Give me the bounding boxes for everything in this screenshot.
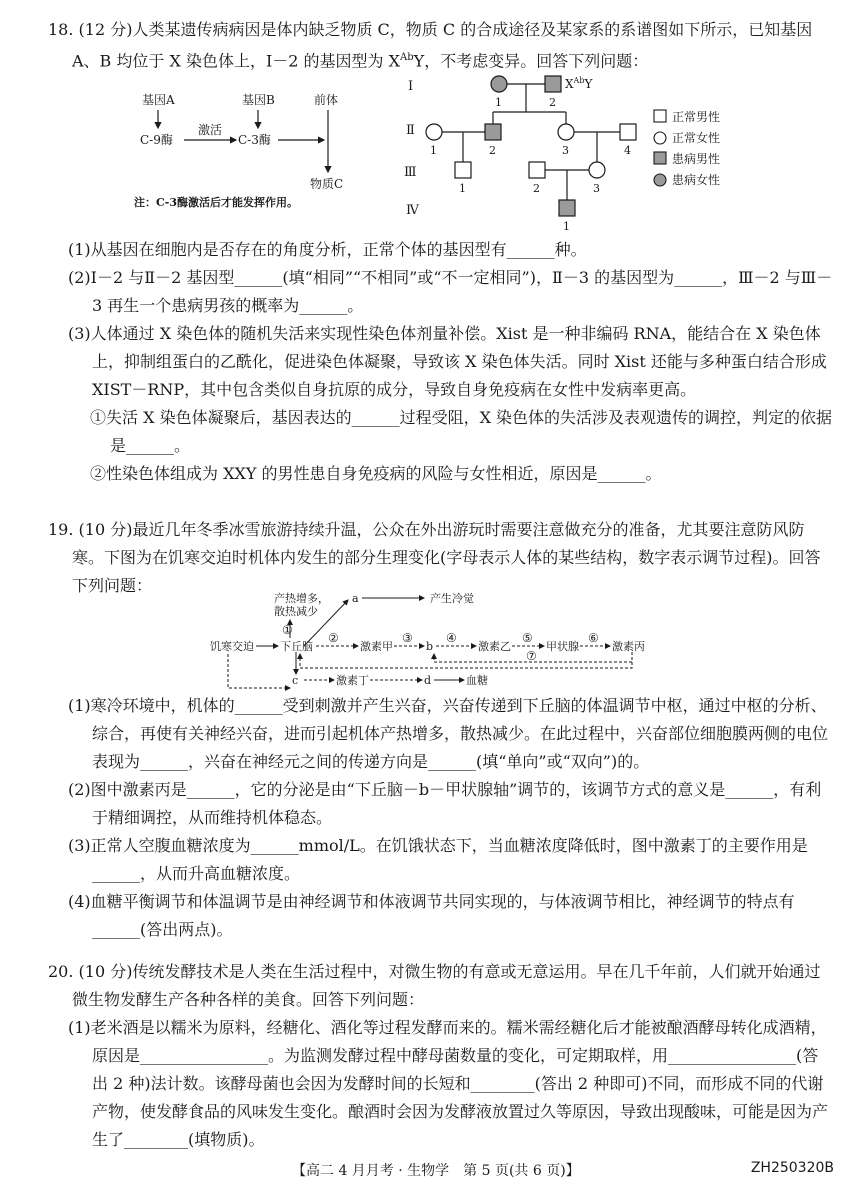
- q18-sub-3: (3)人体通过 X 染色体的随机失活来实现性染色体剂量补偿。Xist 是一种非编码 RNA，能结合在 X 染色体上，抑制组蛋白的乙酰化，促进染色体凝聚，导致该 X 染色体失活。同时 Xist 还能与多种蛋白结合形成 XIST－RNP，其中包含类似自身抗原的成分，导致自身免疫病在女性中发病率更高。: [68, 324, 827, 399]
- q18-stem-text-tail: Y，不考虑变异。回答下列问题：: [413, 51, 649, 71]
- regulation-flow-diagram: [208, 588, 658, 692]
- legend-normal-male-symbol: [654, 110, 666, 122]
- q19-stem-text: 19. (10 分)最近几年冬季冰雪旅游持续升温，公众在外出游玩时需要注意做充分的准备，尤其要注意防风防寒。下图为在饥寒交迫时机体内发生的部分生理变化(字母表示人体的某些结构，数字表示调节过程)。回答下列问题：: [48, 520, 821, 595]
- q19-sub-3: (3)正常人空腹血糖浓度为______mmol/L。在饥饿状态下，当血糖浓度降低时，图中激素丁的主要作用是______，从而升高血糖浓度。: [68, 836, 808, 883]
- process-5: ⑤: [522, 631, 533, 645]
- hormone-d-label: 激素丁: [336, 674, 369, 687]
- q20-stem-text: 20. (10 分)传统发酵技术是人类在生活过程中，对微生物的有意或无意运用。早在几千年前，人们就开始通过微生物发酵生产各种各样的美食。回答下列问题：: [48, 962, 821, 1009]
- legend-normal-female-symbol: [654, 132, 666, 144]
- question-20: [48, 958, 834, 1154]
- process-1: ①: [282, 623, 293, 637]
- pathway-note: 注：C-3酶激活后才能发挥作用。: [134, 196, 298, 209]
- process-6: ⑥: [588, 631, 599, 645]
- iii-2-number: 2: [533, 182, 540, 195]
- generation-iv-label: Ⅳ: [406, 203, 419, 218]
- q18-sub-3-2: ②性染色体组成为 XXY 的男性患自身免疫病的风险与女性相近，原因是______。: [90, 464, 662, 483]
- question-19-subquestions: [48, 692, 834, 944]
- hormone-b-label: 激素乙: [478, 640, 511, 653]
- thyroid-label: 甲状腺: [546, 640, 579, 653]
- process-3: ③: [402, 631, 413, 645]
- hormone-c-label: 激素丙: [612, 640, 645, 653]
- iii-3-normal-female: [589, 162, 605, 178]
- node-a: a: [352, 592, 359, 605]
- node-b: b: [426, 640, 434, 653]
- substance-c-label: 物质C: [310, 177, 344, 191]
- node-d: d: [424, 674, 432, 687]
- blood-glucose-label: 血糖: [466, 674, 488, 687]
- hypothalamus-label: 下丘脑: [280, 640, 313, 653]
- precursor-label: 前体: [314, 93, 339, 107]
- q20-sub-1: (1)老米酒是以糯米为原料，经糖化、酒化等过程发酵而来的。糯米需经糖化后才能被酿酒酵母转化成酒精，原因是________________。为监测发酵过程中酵母菌数量的变化，可定期取样，用________________(答出 2 种)法计数。该酵母菌也会因为发酵时间的长短和________(答出 2 种即可)不同，而形成不同的代谢产物，使发酵食品的风味发生变化。酿酒时会因为发酵液放置过久等原因，导致出现酸味，可能是因为产生了________(填物质)。: [68, 1018, 829, 1149]
- ii-1-number: 1: [430, 144, 437, 157]
- cold-sensation-label: 产生冷觉: [430, 592, 474, 605]
- i-1-affected-female: [491, 76, 507, 92]
- legend-affected-male-symbol: [654, 152, 666, 164]
- pedigree-chart: [398, 66, 838, 236]
- hormone-a-label: 激素甲: [360, 640, 393, 653]
- q18-stem-text: 18. (12 分)人类某遗传病病因是体内缺乏物质 C，物质 C 的合成途径及某家系的系谱图如下所示，已知基因 A、B 均位于 X 染色体上，Ⅰ－2 的基因型为 X: [48, 20, 813, 71]
- footer-page-info: 【高二 4 月月考 · 生物学 第 5 页(共 6 页)】: [292, 1163, 580, 1179]
- ii-2-affected-male: [485, 124, 501, 140]
- process-4: ④: [446, 631, 457, 645]
- ii-2-number: 2: [489, 144, 496, 157]
- heat-increase-label: 产热增多，: [274, 592, 329, 605]
- ii-3-number: 3: [562, 144, 569, 157]
- generation-ii-label: Ⅱ: [406, 123, 415, 138]
- ii-3-normal-female: [558, 124, 574, 140]
- gene-a-label: 基因A: [142, 93, 175, 107]
- ii-4-normal-male: [620, 124, 636, 140]
- q19-sub-1: (1)寒冷环境中，机体的______受到刺激并产生兴奋，兴奋传递到下丘脑的体温调节中枢，通过中枢的分析、综合，再使有关神经兴奋，进而引起机体产热增多，散热减少。在此过程中，兴奋部位细胞膜两侧的电位表现为______，兴奋在神经元之间的传递方向是______(填“单向”或“双向”)的。: [68, 696, 829, 771]
- iii-1-number: 1: [459, 182, 466, 195]
- legend-affected-female: 患病女性: [672, 173, 721, 187]
- generation-iii-label: Ⅲ: [404, 165, 417, 180]
- footer-exam-code: ZH250320B: [750, 1160, 834, 1176]
- activate-label: 激活: [198, 123, 223, 137]
- q19-sub-4: (4)血糖平衡调节和体温调节是由神经调节和体液调节共同实现的，与体液调节相比，神经调节的特点有______(答出两点)。: [68, 892, 795, 939]
- i-2-genotype: $X^{Ab}Y$: [565, 76, 593, 91]
- iii-2-normal-male: [529, 162, 545, 178]
- q18-sub-2: (2)Ⅰ－2 与Ⅱ－2 基因型______(填“相同”“不相同”或“不一定相同”)，Ⅱ－3 的基因型为______，Ⅲ－2 与Ⅲ－3 再生一个患病男孩的概率为______。: [68, 268, 833, 315]
- question-18-subquestions: [48, 236, 834, 488]
- iii-1-normal-male: [455, 162, 471, 178]
- generation-i-label: Ⅰ: [408, 79, 414, 94]
- iv-1-number: 1: [563, 220, 570, 233]
- i-1-number: 1: [495, 96, 502, 109]
- i-2-number: 2: [549, 96, 556, 109]
- q18-genotype-sup: Ab: [400, 52, 414, 63]
- q18-sub-3-1: ①失活 X 染色体凝聚后，基因表达的______过程受阻，X 染色体的失活涉及表观遗传的调控，判定的依据是______。: [90, 408, 833, 455]
- ii-1-normal-female: [426, 124, 442, 140]
- synthesis-pathway-diagram: [128, 76, 378, 226]
- gene-b-label: 基因B: [242, 93, 275, 107]
- process-2: ②: [328, 631, 339, 645]
- c3-enzyme-label: C-3酶: [238, 133, 271, 147]
- legend-normal-female: 正常女性: [672, 131, 721, 145]
- heat-decrease-label: 散热减少: [274, 605, 318, 618]
- q19-sub-2: (2)图中激素丙是______，它的分泌是由“下丘脑－b－甲状腺轴”调节的，该调节方式的意义是______，有利于精细调控，从而维持机体稳态。: [68, 780, 822, 827]
- hunger-cold-label: 饥寒交迫: [210, 640, 254, 653]
- legend-affected-female-symbol: [654, 174, 666, 186]
- iv-1-affected-male: [559, 200, 575, 216]
- c9-enzyme-label: C-9酶: [140, 133, 173, 147]
- ii-4-number: 4: [624, 144, 631, 157]
- iii-3-number: 3: [593, 182, 600, 195]
- legend-affected-male: 患病男性: [672, 152, 721, 166]
- q18-sub-1: (1)从基因在细胞内是否存在的角度分析，正常个体的基因型有______种。: [68, 240, 587, 259]
- process-7: ⑦: [526, 649, 537, 663]
- node-c: c: [292, 674, 299, 687]
- legend-normal-male: 正常男性: [672, 110, 721, 124]
- pedigree-legend: [654, 109, 720, 187]
- i-2-affected-male: [545, 76, 561, 92]
